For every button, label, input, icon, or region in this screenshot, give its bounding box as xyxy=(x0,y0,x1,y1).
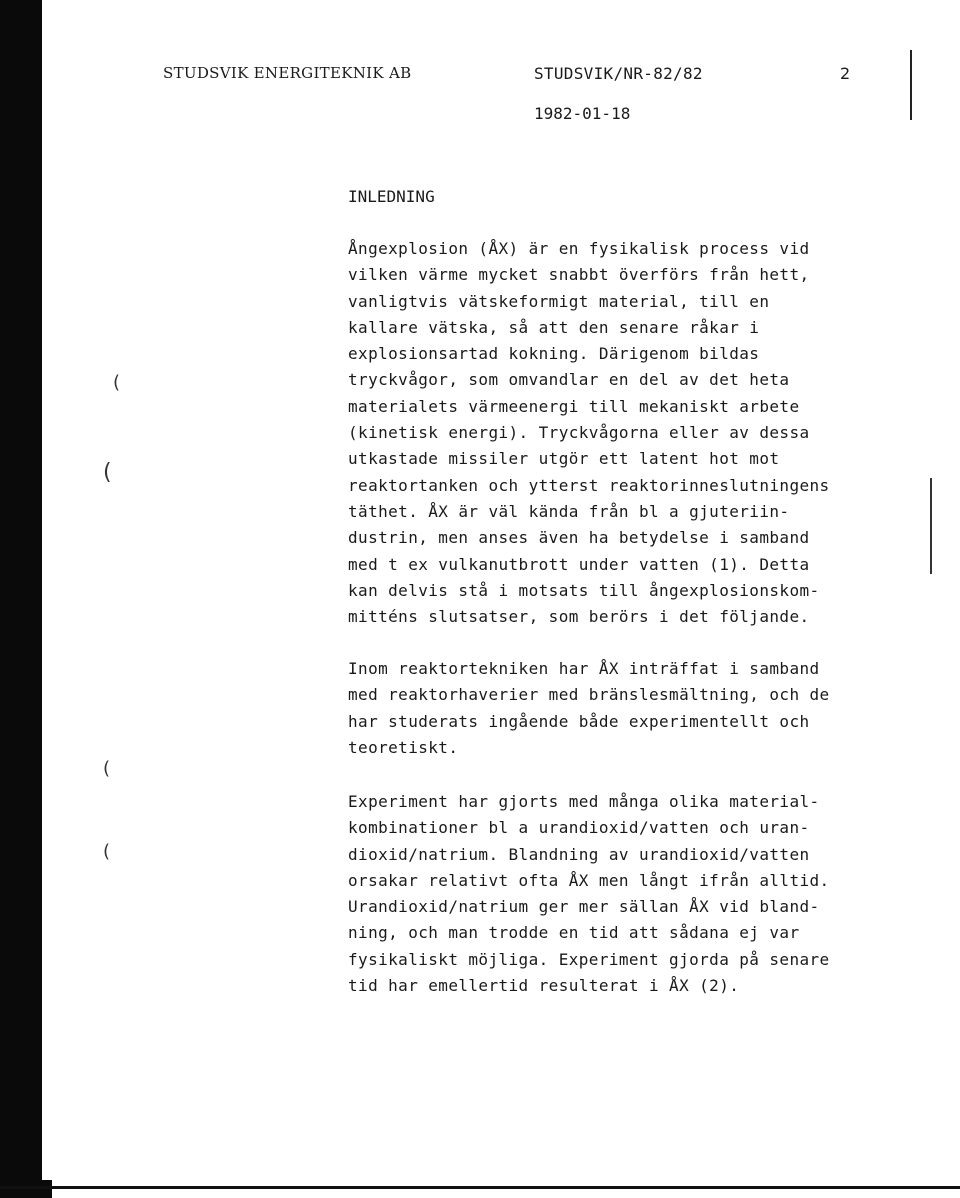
text-line: kallare vätska, så att den senare råkar i xyxy=(348,317,760,337)
text-line: materialets värmeenergi till mekaniskt arbete xyxy=(348,396,800,416)
text-line: Urandioxid/natrium ger mer sällan ÅX vid bland- xyxy=(348,897,820,917)
text-line: tryckvågor, som omvandlar en del av det heta xyxy=(348,370,790,390)
margin-paren-3: ( xyxy=(103,758,111,779)
scan-right-mark-top xyxy=(910,50,912,120)
text-line: fysikaliskt möjliga. Experiment gjorda på senare xyxy=(348,949,830,969)
text-line: (kinetisk energi). Tryckvågorna eller av dessa xyxy=(348,423,810,443)
text-line: Experiment har gjorts med många olika material- xyxy=(348,792,820,811)
text-line: vilken värme mycket snabbt överförs från hett, xyxy=(348,265,810,285)
text-line: dioxid/natrium. Blandning av urandioxid/vatten xyxy=(348,844,810,864)
section-heading: INLEDNING xyxy=(348,187,435,206)
paragraph-intro xyxy=(348,236,908,630)
margin-paren-2: ( xyxy=(103,460,112,485)
text-line: har studerats ingående både experimentellt och xyxy=(348,711,810,731)
text-line: täthet. ÅX är väl kända från bl a gjuteriin- xyxy=(348,501,790,521)
text-line: orsakar relativt ofta ÅX men långt ifrån alltid. xyxy=(348,870,830,890)
scan-bottom-rule xyxy=(0,1186,960,1189)
text-line: med reaktorhaverier med bränslesmältning, och de xyxy=(348,685,830,705)
text-line: Ångexplosion (ÅX) är en fysikalisk process vid xyxy=(348,239,810,258)
text-line: vanligtvis vätskeformigt material, till en xyxy=(348,291,770,311)
text-line: teoretiskt. xyxy=(348,737,459,757)
margin-paren-4: ( xyxy=(103,841,111,862)
text-line: mitténs slutsatser, som berörs i det följande. xyxy=(348,607,810,627)
scan-right-mark-mid xyxy=(930,478,932,574)
text-line: utkastade missiler utgör ett latent hot mot xyxy=(348,449,780,469)
company-name: STUDSVIK ENERGITEKNIK AB xyxy=(163,64,412,82)
margin-paren-1: ( xyxy=(113,372,121,393)
document-date: 1982-01-18 xyxy=(534,104,631,123)
text-line: Inom reaktortekniken har ÅX inträffat i samband xyxy=(348,659,820,678)
text-line: explosionsartad kokning. Därigenom bildas xyxy=(348,344,760,364)
text-line: kombinationer bl a urandioxid/vatten och uran- xyxy=(348,818,810,838)
report-number: STUDSVIK/NR-82/82 xyxy=(534,64,703,83)
paragraph-experiments xyxy=(348,789,908,999)
text-line: kan delvis stå i motsats till ångexplosionskom- xyxy=(348,580,820,600)
text-line: ning, och man trodde en tid att sådana ej var xyxy=(348,923,800,943)
text-line: dustrin, men anses även ha betydelse i samband xyxy=(348,528,810,548)
text-line: tid har emellertid resulterat i ÅX (2). xyxy=(348,976,740,996)
text-line: med t ex vulkanutbrott under vatten (1). Detta xyxy=(348,554,810,574)
scan-left-edge-bar xyxy=(0,0,42,1198)
scan-left-edge-foot xyxy=(0,1180,52,1198)
text-line: reaktortanken och ytterst reaktorinneslutningens xyxy=(348,475,830,495)
paragraph-reactor xyxy=(348,656,908,761)
page-number: 2 xyxy=(840,64,851,83)
